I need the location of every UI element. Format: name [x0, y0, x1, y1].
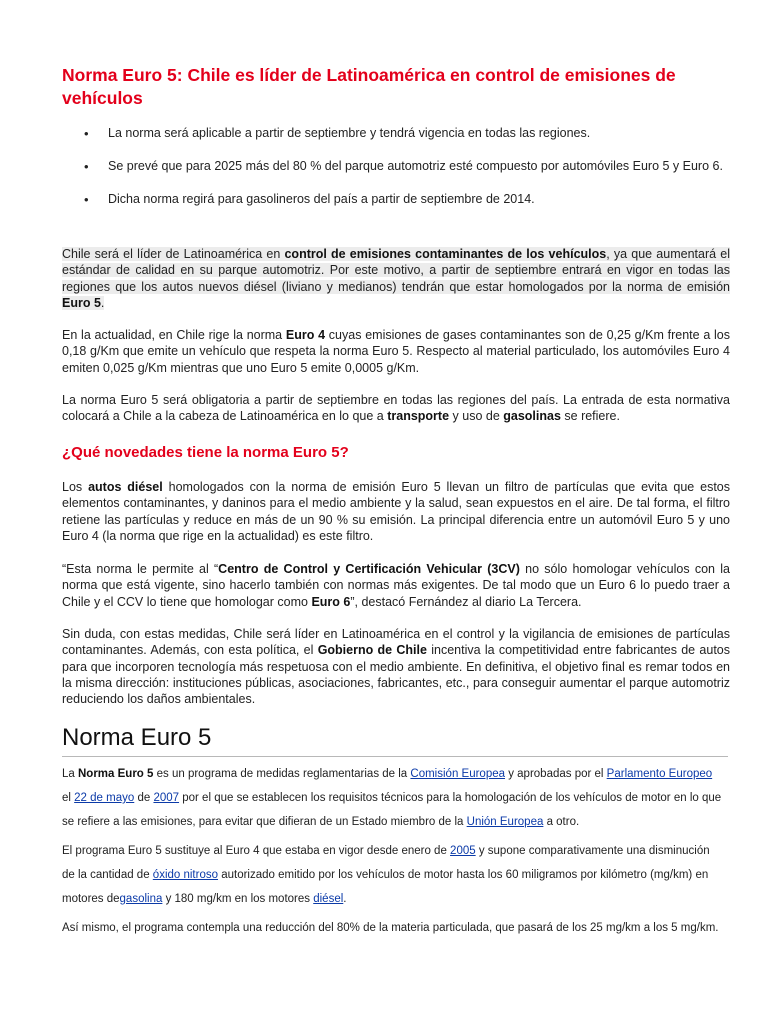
bold-text: Euro 5 [62, 295, 101, 310]
text: ”, destacó Fernández al diario La Tercera. [350, 594, 582, 609]
text: incentiva la competitividad entre fabricantes de autos para que incorporen tecnología más respetuosa con el medio ambiente. En definitiva, el objetivo final es remar todos en la misma dirección: instituciones públicas, asociaciones, fabricantes, etc., para conseguir aumentar el parque automotriz reduciendo los daños ambientales. [62, 643, 730, 707]
text: Chile será el líder de Latinoamérica en [62, 247, 285, 261]
text: y supone comparativamente una disminución de la cantidad de [62, 845, 710, 881]
section-subtitle: ¿Qué novedades tiene la norma Euro 5? [62, 444, 349, 461]
text: En la actualidad, en Chile rige la norma [62, 328, 286, 342]
wiki-heading: Norma Euro 5 [62, 722, 728, 757]
text: se refiere. [560, 409, 620, 424]
bold-text: transporte [387, 409, 450, 424]
text: de [134, 792, 154, 804]
bold-text: Euro 6 [311, 594, 351, 609]
bold-text: Euro 4 [285, 328, 326, 342]
list-item: • La norma será aplicable a partir de septiembre y tendrá vigencia en todas las regiones. [62, 125, 738, 142]
paragraph-diesel [62, 479, 730, 544]
bold-text: gasolinas [503, 409, 561, 424]
text: cuyas emisiones de gases contaminantes son de 0,25 g/Km frente a los 0,18 g/Km que emite un vehículo que respeta la norma Euro 5. Respecto al material particulado, los automóviles Euro 4 emiten 0,025 g/Km mientras que uno Euro 5 emite 0,0005 g/Km. [62, 328, 731, 375]
text: Sin duda, con estas medidas, Chile será líder en Latinoamérica en el control y la vigilancia de emisiones de partículas contaminantes. Además, con esta política, el [62, 627, 730, 658]
bold-text: Norma Euro 5 [78, 768, 154, 780]
text: autorizado emitido por los vehículos de motor hasta los 60 miligramos por kilómetro (mg/km) en motores de [62, 869, 709, 905]
link-diesel[interactable]: diésel [313, 893, 344, 905]
text: . [343, 893, 347, 905]
bold-text: control de emisiones contaminantes de los vehículos [284, 247, 607, 261]
link-oxido-nitroso[interactable]: óxido nitroso [152, 869, 219, 881]
list-item: • Se prevé que para 2025 más del 80 % del parque automotriz esté compuesto por automóviles Euro 5 y Euro 6. [62, 158, 738, 175]
link-2005[interactable]: 2005 [450, 845, 476, 857]
text: y 180 mg/km en los motores [162, 893, 314, 905]
link-2007[interactable]: 2007 [153, 792, 180, 804]
text: es un programa de medidas reglamentarias de la [153, 768, 411, 780]
wiki-paragraph-particulate: Así mismo, el programa contempla una reducción del 80% de la materia particulada, que pasará de los 25 mg/km a los 5 mg/km. [62, 922, 719, 934]
paragraph-conclusion [62, 626, 730, 707]
text: La norma Euro 5 será obligatoria a partir de septiembre en todas las regiones del país. La entrada de esta normativa colocará a Chile a la cabeza de Latinoamérica en lo que a [62, 393, 730, 424]
text: . [100, 295, 105, 310]
text: y uso de [449, 409, 504, 424]
paragraph-intro [62, 246, 730, 311]
link-union-europea[interactable]: Unión Europea [466, 816, 544, 828]
link-comision-europea[interactable]: Comisión Europea [410, 768, 506, 780]
text: no sólo homologar vehículos con la norma que está vigente, sino hacerlo también con normas más exigentes. De tal modo que un Euro 6 lo puedo traer a Chile y el CCV lo tiene que homologar como [62, 562, 730, 609]
article-title: Norma Euro 5: Chile es líder de Latinoamérica en control de emisiones de vehículos [62, 65, 676, 108]
link-parlamento-europeo[interactable]: Parlamento Europeo [606, 768, 713, 780]
text: a otro. [543, 816, 580, 828]
text: homologados con la norma de emisión Euro 5 llevan un filtro de partículas que evita que estos elementos contaminantes, y daninos para el medio ambiente y la salud, sean expuestos en el aire. De tal forma, el filtro retiene las partículas y reduce en más de un 90 % su emisión. La principal diferencia entre un automóvil Euro 5 y uno Euro 4 (la norma que rige en la actualidad) es este filtro. [62, 480, 730, 543]
bold-text: autos diésel [88, 480, 163, 494]
link-gasolina[interactable]: gasolina [119, 893, 163, 905]
text: el [62, 792, 75, 804]
text: “Esta norma le permite al “ [62, 562, 219, 576]
bold-text: Gobierno de Chile [317, 643, 427, 658]
wiki-paragraph-definition [62, 762, 722, 834]
list-item: • Dicha norma regirá para gasolineros del país a partir de septiembre de 2014. [62, 191, 738, 208]
wiki-paragraph-replacement [62, 839, 722, 911]
text: por el que se establecen los requisitos técnicos para la homologación de los vehículos de motor en lo que se refiere a las emisiones, para evitar que difieran de un Estado miembro de la [62, 792, 722, 828]
bold-text: Centro de Control y Certificación Vehicular (3CV) [218, 562, 520, 576]
paragraph-quote [62, 561, 730, 610]
text: Los [62, 480, 89, 494]
text: , ya que aumentará el estándar de calidad en su parque automotriz. Por este motivo, a partir de septiembre entrará en vigor en todas las regiones que los autos nuevos diésel (liviano y medianos) tendrán que estar homologados por la norma de emisión [62, 247, 730, 294]
text: La [62, 768, 78, 780]
text: El programa Euro 5 sustituye al Euro 4 que estaba en vigor desde enero de [62, 845, 451, 857]
link-22-de-mayo[interactable]: 22 de mayo [74, 792, 135, 804]
paragraph-obligatory [62, 392, 730, 425]
paragraph-current-norm [62, 327, 730, 376]
highlights-list [62, 125, 738, 208]
text: y aprobadas por el [505, 768, 607, 780]
